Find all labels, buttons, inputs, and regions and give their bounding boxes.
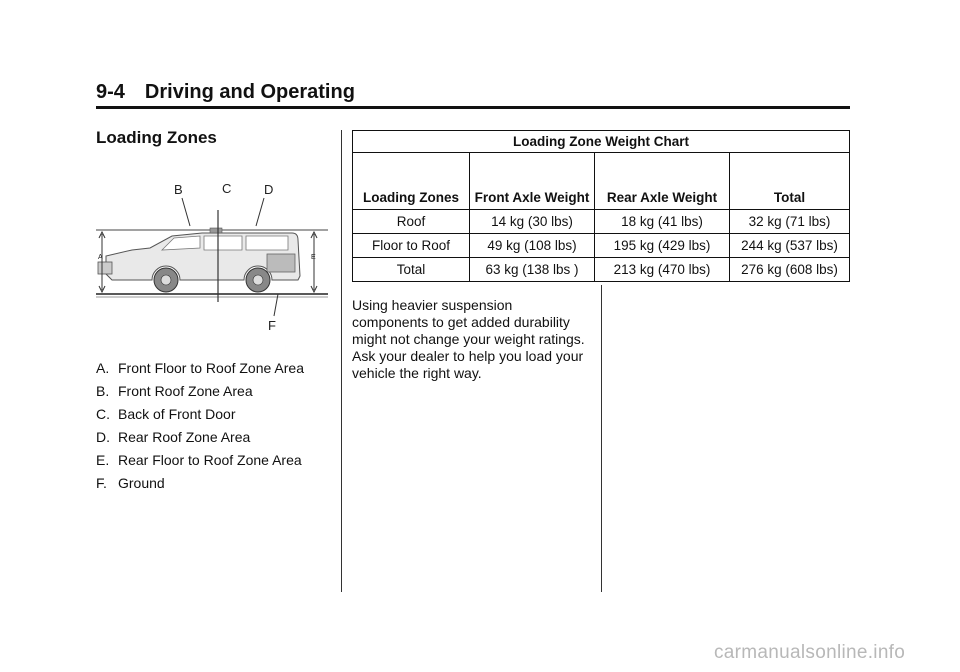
table-row: Total 63 kg (138 lbs ) 213 kg (470 lbs) 276 kg (608 lbs): [353, 258, 850, 282]
table-title: Loading Zone Weight Chart: [352, 130, 850, 152]
leader-b: [182, 198, 190, 226]
chapter-title: Driving and Operating: [144, 81, 355, 103]
leader-d: [256, 198, 264, 226]
label-f: F: [268, 318, 276, 333]
header-loading-zones: Loading Zones: [353, 153, 470, 210]
legend-item: A. Front Floor to Roof Zone Area: [96, 360, 304, 376]
front-hub: [161, 275, 171, 285]
header-rear-axle: Rear Axle Weight: [595, 153, 730, 210]
vehicle-windows: [162, 236, 288, 250]
legend-item: F. Ground: [96, 475, 165, 491]
legend-item: B. Front Roof Zone Area: [96, 383, 253, 399]
watermark[interactable]: carmanualsonline.info: [714, 642, 906, 663]
diagram-legend: [96, 360, 336, 498]
page-number: 9-4: [96, 81, 125, 103]
page-header: [96, 80, 850, 109]
legend-item: C. Back of Front Door: [96, 406, 236, 422]
loading-zone-weight-chart: [352, 130, 850, 282]
loading-zones-diagram: [92, 176, 332, 344]
header-total: Total: [730, 153, 850, 210]
cargo-box: [267, 254, 295, 272]
roof-rack: [210, 228, 222, 233]
suspension-note: Using heavier suspension components to get added durability might not change your weight ratings. Ask your dealer to help you load your vehicle the right way.: [352, 297, 585, 381]
header-front-axle: Front Axle Weight: [470, 153, 595, 210]
rear-hub: [253, 275, 263, 285]
label-e: E: [311, 254, 316, 261]
table-row: Floor to Roof 49 kg (108 lbs) 195 kg (429 lbs) 244 kg (537 lbs): [353, 234, 850, 258]
label-b: B: [174, 182, 183, 197]
front-bumper: [98, 262, 112, 274]
legend-item: E. Rear Floor to Roof Zone Area: [96, 452, 302, 468]
label-c: C: [222, 181, 232, 196]
column-divider: [341, 130, 342, 592]
section-title: Loading Zones: [96, 128, 217, 147]
table-header-row: [353, 153, 850, 210]
column-divider: [601, 285, 602, 592]
table-row: Roof 14 kg (30 lbs) 18 kg (41 lbs) 32 kg (71 lbs): [353, 210, 850, 234]
label-a: A: [98, 254, 103, 261]
label-d: D: [264, 182, 274, 197]
legend-item: D. Rear Roof Zone Area: [96, 429, 251, 445]
